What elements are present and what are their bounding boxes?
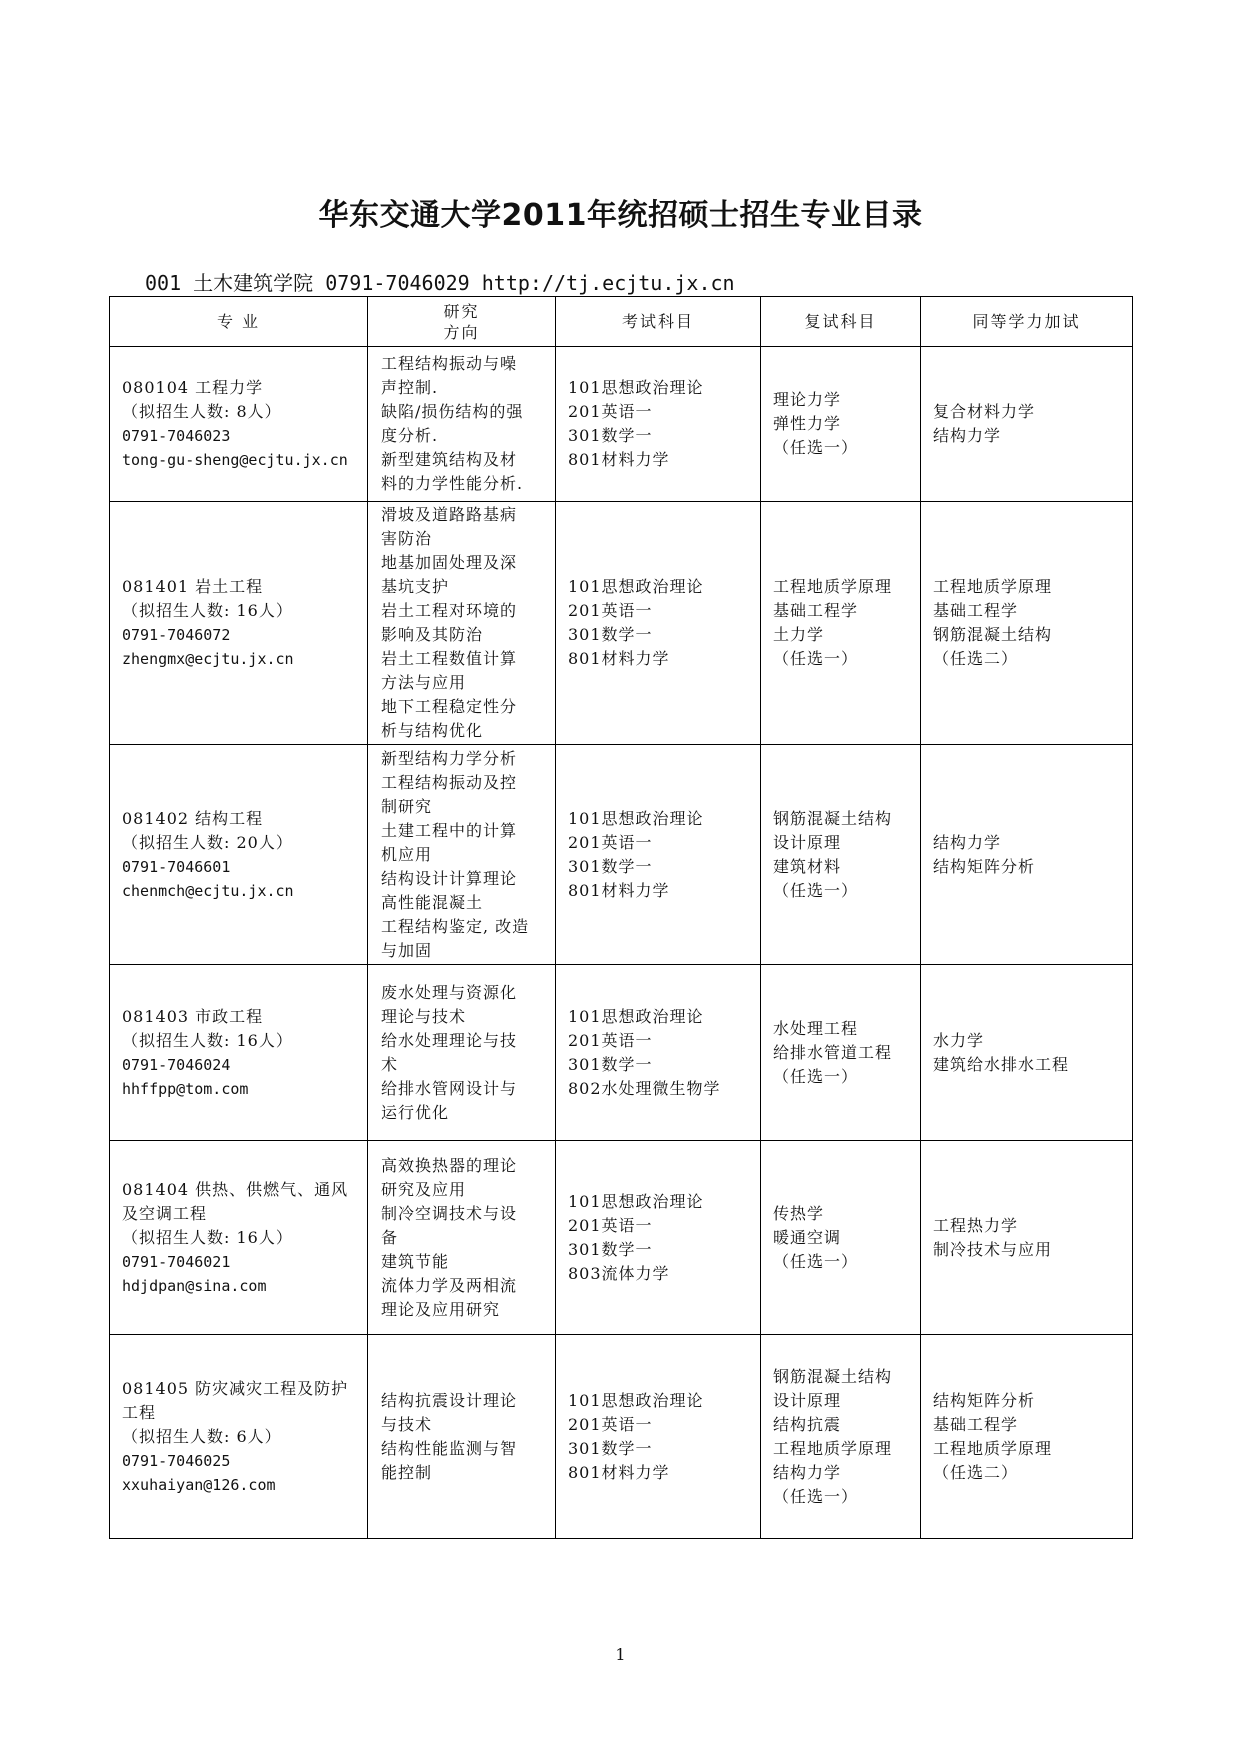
cell-line: 制冷技术与应用: [933, 1239, 1053, 1259]
cell-line: 结构力学: [933, 832, 1002, 852]
header-equal: 同等学力加试: [921, 297, 1133, 347]
cell-line: 料的力学性能分析.: [381, 474, 524, 493]
cell-line: 101思想政治理论: [568, 577, 704, 596]
cell-line: 给水处理理论与技: [381, 1030, 518, 1050]
cell-line: 201英语一: [568, 1215, 653, 1235]
cell-line: 影响及其防治: [381, 625, 484, 644]
header-direction-line: 研究: [443, 301, 480, 321]
cell-line: 理论及应用研究: [381, 1299, 501, 1319]
cell-exam: [556, 1141, 761, 1335]
cell-line: 给排水管网设计与: [381, 1078, 518, 1098]
cell-retest: [761, 745, 921, 965]
cell-line: 201英语一: [568, 1414, 653, 1434]
cell-direction: [368, 1141, 556, 1335]
cell-line: 基础工程学: [933, 601, 1019, 620]
cell-line: 暖通空调: [773, 1227, 842, 1247]
cell-line: 能控制: [381, 1462, 433, 1482]
cell-line: 301数学一: [568, 1438, 653, 1458]
cell-line: 0791-7046024: [122, 1055, 231, 1074]
cell-line: hhffpp@tom.com: [122, 1079, 249, 1098]
cell-line: 方法与应用: [381, 673, 467, 692]
header-major: 专 业: [110, 297, 368, 347]
cell-exam: [556, 965, 761, 1141]
cell-line: 201英语一: [568, 1030, 653, 1050]
cell-line: 结构设计计算理论: [381, 868, 518, 888]
cell-line: （任选一）: [773, 649, 859, 668]
cell-line: 工程地质学原理: [933, 1438, 1053, 1458]
cell-retest: [761, 347, 921, 502]
cell-major: [110, 502, 368, 745]
cell-line: 工程热力学: [933, 1215, 1019, 1235]
table-header-row: [110, 297, 1133, 347]
cell-line: hdjdpan@sina.com: [122, 1276, 267, 1295]
cell-line: （任选一）: [773, 1486, 859, 1506]
cell-line: 土力学: [773, 625, 825, 644]
cell-major: [110, 965, 368, 1141]
cell-line: （任选一）: [773, 1066, 859, 1086]
cell-line: 岩土工程数值计算: [381, 649, 518, 668]
table-row: [110, 502, 1133, 745]
cell-line: xxuhaiyan@126.com: [122, 1475, 276, 1494]
cell-retest: [761, 965, 921, 1141]
cell-line: 工程地质学原理: [773, 577, 893, 596]
table-row: [110, 1141, 1133, 1335]
table-row: [110, 347, 1133, 502]
table-row: [110, 965, 1133, 1141]
page-number: 1: [615, 1645, 626, 1664]
cell-line: 081402 结构工程: [122, 808, 264, 828]
cell-line: 基础工程学: [773, 601, 859, 620]
cell-equal: [921, 745, 1133, 965]
cell-line: 给排水管道工程: [773, 1042, 893, 1062]
cell-line: 建筑节能: [381, 1251, 450, 1271]
cell-line: 复合材料力学: [933, 402, 1036, 421]
cell-line: 工程地质学原理: [933, 577, 1053, 596]
cell-line: 岩土工程对环境的: [381, 601, 518, 620]
cell-line: 建筑材料: [773, 856, 842, 876]
cell-line: 水力学: [933, 1030, 985, 1050]
cell-line: 201英语一: [568, 832, 653, 852]
cell-line: 201英语一: [568, 601, 653, 620]
cell-line: 制冷空调技术与设: [381, 1203, 518, 1223]
cell-line: 801材料力学: [568, 1462, 670, 1482]
cell-line: 0791-7046021: [122, 1252, 231, 1271]
cell-line: （任选一）: [773, 1251, 859, 1271]
cell-line: chenmch@ecjtu.jx.cn: [122, 881, 294, 900]
cell-line: 工程地质学原理: [773, 1438, 893, 1458]
cell-equal: [921, 965, 1133, 1141]
cell-retest: [761, 502, 921, 745]
cell-line: （拟招生人数: 16人）: [122, 601, 293, 620]
cell-line: 0791-7046025: [122, 1451, 231, 1470]
cell-line: 高性能混凝土: [381, 892, 484, 912]
cell-line: 081404 供热、供燃气、通风: [122, 1179, 349, 1199]
cell-line: 101思想政治理论: [568, 1390, 704, 1410]
cell-line: zhengmx@ecjtu.jx.cn: [122, 650, 294, 668]
cell-line: （任选二）: [933, 1462, 1019, 1482]
cell-line: 害防治: [381, 529, 433, 548]
cell-line: 新型结构力学分析: [381, 748, 518, 768]
cell-line: 301数学一: [568, 625, 653, 644]
cell-line: 与技术: [381, 1414, 433, 1434]
cell-line: 0791-7046072: [122, 626, 231, 644]
cell-line: 结构抗震: [773, 1414, 842, 1434]
cell-line: 制研究: [381, 796, 433, 816]
cell-line: 801材料力学: [568, 649, 670, 668]
cell-line: 080104 工程力学: [122, 378, 264, 397]
cell-retest: [761, 1141, 921, 1335]
cell-line: 081403 市政工程: [122, 1006, 264, 1026]
cell-line: 术: [381, 1054, 399, 1074]
cell-line: 弹性力学: [773, 414, 842, 433]
cell-line: 301数学一: [568, 856, 653, 876]
cell-line: （拟招生人数: 8人）: [122, 402, 282, 421]
cell-line: 滑坡及道路路基病: [381, 505, 518, 524]
cell-line: 理论与技术: [381, 1006, 467, 1026]
cell-line: 声控制.: [381, 378, 439, 397]
cell-direction: [368, 502, 556, 745]
cell-line: tong-gu-sheng@ecjtu.jx.cn: [122, 451, 348, 469]
cell-line: 801材料力学: [568, 880, 670, 900]
cell-line: 201英语一: [568, 402, 653, 421]
cell-major: [110, 1335, 368, 1539]
cell-equal: [921, 1335, 1133, 1539]
cell-line: 设计原理: [773, 832, 842, 852]
cell-exam: [556, 1335, 761, 1539]
page-title: 华东交通大学2011年统招硕士招生专业目录: [318, 198, 923, 233]
cell-line: 结构性能监测与智: [381, 1438, 518, 1458]
cell-line: 流体力学及两相流: [381, 1275, 518, 1295]
cell-line: 结构矩阵分析: [933, 856, 1036, 876]
cell-line: 缺陷/损伤结构的强: [381, 402, 524, 421]
cell-line: （拟招生人数: 16人）: [122, 1227, 293, 1247]
cell-line: 运行优化: [381, 1102, 450, 1122]
cell-exam: [556, 745, 761, 965]
cell-line: 地基加固处理及深: [381, 553, 518, 572]
cell-line: 802水处理微生物学: [568, 1078, 721, 1098]
cell-line: 101思想政治理论: [568, 1006, 704, 1026]
cell-line: 土建工程中的计算: [381, 820, 518, 840]
cell-direction: [368, 965, 556, 1141]
cell-line: （任选二）: [933, 649, 1019, 668]
cell-major: [110, 745, 368, 965]
header-retest: 复试科目: [761, 297, 921, 347]
cell-line: 备: [381, 1227, 399, 1247]
cell-equal: [921, 1141, 1133, 1335]
cell-major: [110, 1141, 368, 1335]
cell-line: 101思想政治理论: [568, 808, 704, 828]
cell-line: 及空调工程: [122, 1203, 208, 1223]
cell-exam: [556, 502, 761, 745]
cell-line: 803流体力学: [568, 1263, 670, 1283]
cell-line: （拟招生人数: 20人）: [122, 832, 293, 852]
cell-major: [110, 347, 368, 502]
cell-line: （拟招生人数: 6人）: [122, 1426, 282, 1446]
college-line: 001 土木建筑学院 0791-7046029 http://tj.ecjtu.jx.cn: [145, 271, 735, 295]
cell-line: 基坑支护: [381, 577, 450, 596]
cell-line: 度分析.: [381, 426, 439, 445]
cell-line: 钢筋混凝土结构: [773, 808, 893, 828]
cell-line: 301数学一: [568, 1239, 653, 1259]
header-direction: [368, 297, 556, 347]
cell-line: 工程: [122, 1402, 157, 1422]
header-direction-line: 方向: [443, 322, 480, 342]
cell-equal: [921, 502, 1133, 745]
cell-line: 钢筋混凝土结构: [933, 625, 1053, 644]
cell-line: 301数学一: [568, 1054, 653, 1074]
cell-line: 理论力学: [773, 390, 842, 409]
cell-line: 301数学一: [568, 426, 653, 445]
cell-line: 101思想政治理论: [568, 378, 704, 397]
cell-line: 建筑给水排水工程: [933, 1054, 1070, 1074]
cell-line: 传热学: [773, 1203, 825, 1223]
cell-line: 081405 防灾减灾工程及防护: [122, 1378, 349, 1398]
cell-line: 机应用: [381, 844, 433, 864]
cell-line: 081401 岩土工程: [122, 577, 264, 596]
cell-line: 工程结构鉴定, 改造: [381, 916, 530, 936]
cell-line: 水处理工程: [773, 1018, 859, 1038]
cell-exam: [556, 347, 761, 502]
header-exam: 考试科目: [556, 297, 761, 347]
cell-line: （拟招生人数: 16人）: [122, 1030, 293, 1050]
cell-line: 结构力学: [933, 426, 1002, 445]
cell-line: （任选一）: [773, 880, 859, 900]
cell-line: 801材料力学: [568, 450, 670, 469]
cell-line: 0791-7046023: [122, 427, 231, 445]
cell-line: 废水处理与资源化: [381, 982, 518, 1002]
cell-direction: [368, 1335, 556, 1539]
cell-line: 析与结构优化: [381, 721, 484, 740]
cell-line: 工程结构振动及控: [381, 772, 518, 792]
cell-line: 与加固: [381, 940, 433, 960]
cell-equal: [921, 347, 1133, 502]
cell-line: 钢筋混凝土结构: [773, 1366, 893, 1386]
cell-line: 研究及应用: [381, 1179, 467, 1199]
cell-line: 工程结构振动与噪: [381, 354, 518, 373]
cell-direction: [368, 347, 556, 502]
cell-direction: [368, 745, 556, 965]
cell-line: 结构力学: [773, 1462, 842, 1482]
cell-line: 地下工程稳定性分: [381, 697, 518, 716]
cell-line: 设计原理: [773, 1390, 842, 1410]
cell-retest: [761, 1335, 921, 1539]
catalog-table: [109, 296, 1133, 1539]
cell-line: 101思想政治理论: [568, 1191, 704, 1211]
cell-line: 结构抗震设计理论: [381, 1390, 518, 1410]
cell-line: 0791-7046601: [122, 857, 231, 876]
cell-line: 高效换热器的理论: [381, 1155, 518, 1175]
cell-line: （任选一）: [773, 438, 859, 457]
cell-line: 结构矩阵分析: [933, 1390, 1036, 1410]
cell-line: 基础工程学: [933, 1414, 1019, 1434]
table-row: [110, 745, 1133, 965]
table-row: [110, 1335, 1133, 1539]
cell-line: 新型建筑结构及材: [381, 450, 518, 469]
